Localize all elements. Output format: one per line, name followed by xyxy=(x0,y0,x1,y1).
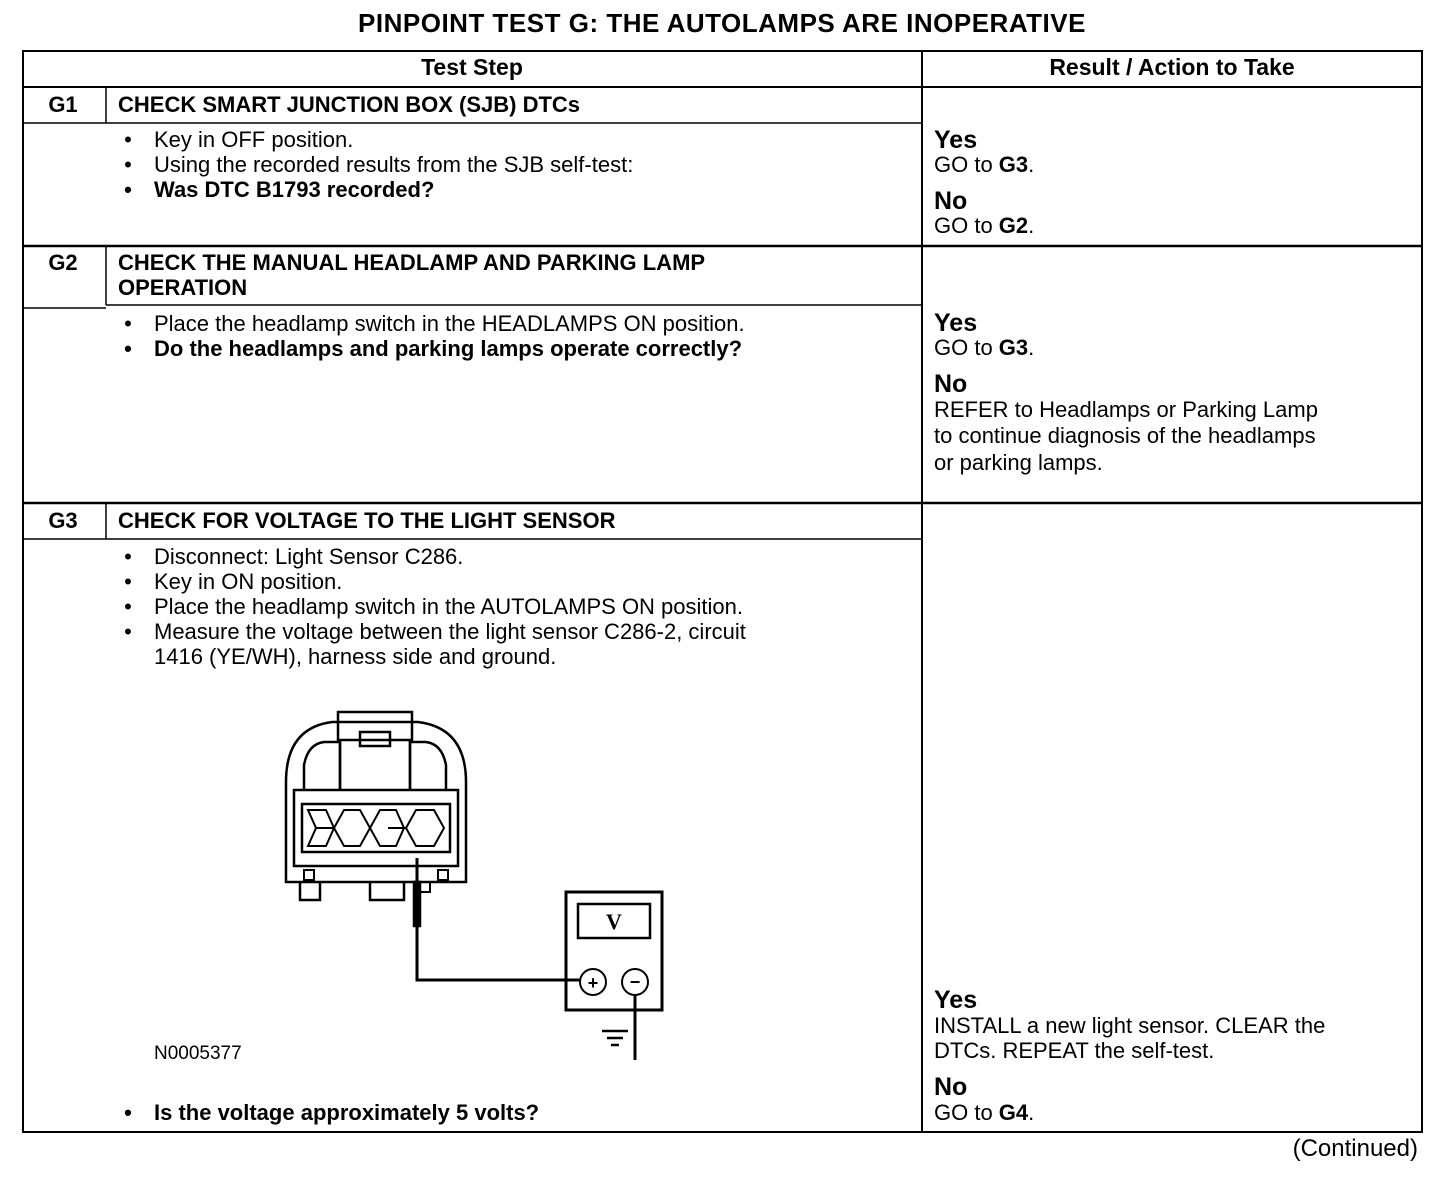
minus-sign: − xyxy=(629,972,641,992)
goto-link-g3: G3 xyxy=(998,152,1029,177)
step-bullets-g2 xyxy=(118,311,745,361)
goto-link-g2: G2 xyxy=(998,213,1029,238)
result-no-action-g2-line2: to continue diagnosis of the headlamps xyxy=(934,423,1316,448)
step-id-g1: G1 xyxy=(48,92,78,117)
result-no-label-g1: No xyxy=(934,187,968,215)
list-item: • Using the recorded results from the SJB self-test: xyxy=(124,152,634,177)
step-bullets-g1 xyxy=(118,127,633,202)
connector-foot-left xyxy=(300,882,320,900)
list-item: • Disconnect: Light Sensor C286. xyxy=(124,544,464,569)
step-heading-g3: CHECK FOR VOLTAGE TO THE LIGHT SENSOR xyxy=(118,508,616,533)
voltmeter-label: V xyxy=(606,909,622,934)
connector-latch xyxy=(338,712,412,740)
page-title: PINPOINT TEST G: THE AUTOLAMPS ARE INOPERATIVE xyxy=(358,8,1086,38)
list-item: • Do the headlamps and parking lamps operate correctly? xyxy=(124,336,743,361)
list-item: • Is the voltage approximately 5 volts? xyxy=(124,1100,540,1125)
column-header-test-step: Test Step xyxy=(421,54,523,80)
list-item-continuation: 1416 (YE/WH), harness side and ground. xyxy=(154,644,557,669)
result-yes-action-g2: GO to G3. xyxy=(934,335,1035,360)
result-yes-action-g3-line1: INSTALL a new light sensor. CLEAR the xyxy=(934,1013,1326,1038)
step-heading-g2-line1: CHECK THE MANUAL HEADLAMP AND PARKING LAMP xyxy=(118,250,706,275)
result-yes-action-g3-line2: DTCs. REPEAT the self-test. xyxy=(934,1038,1215,1063)
result-yes-label-g3: Yes xyxy=(934,986,978,1014)
continued-note: (Continued) xyxy=(1292,1135,1418,1162)
terminal-cavities xyxy=(308,810,444,846)
step-bullets-g3 xyxy=(118,544,746,669)
step-heading-g2-line2: OPERATION xyxy=(118,275,248,300)
result-no-action-g2-line1: REFER to Headlamps or Parking Lamp xyxy=(934,397,1318,422)
result-yes-action-g1: GO to G3. xyxy=(934,152,1035,177)
connector-key-right xyxy=(438,870,448,880)
pinpoint-test-table xyxy=(22,50,1424,1133)
result-no-action-g1: GO to G2. xyxy=(934,213,1035,238)
list-item: • Was DTC B1793 recorded? xyxy=(124,177,435,202)
result-yes-label-g2: Yes xyxy=(934,309,978,337)
connector-voltmeter-diagram xyxy=(284,710,684,1060)
list-item: • Key in ON position. xyxy=(124,569,343,594)
connector-key-left xyxy=(304,870,314,880)
result-no-label-g2: No xyxy=(934,370,968,398)
connector-right-shoulder xyxy=(410,742,446,790)
connector-left-shoulder xyxy=(304,742,340,790)
figure-code: N0005377 xyxy=(154,1043,242,1064)
goto-link-g3: G3 xyxy=(998,335,1029,360)
connector-foot-right xyxy=(370,882,404,900)
list-item: • Key in OFF position. xyxy=(124,127,354,152)
column-header-result: Result / Action to Take xyxy=(1049,54,1295,80)
step-id-g2: G2 xyxy=(48,250,78,275)
ground-symbol-icon xyxy=(592,1025,642,1055)
result-no-label-g3: No xyxy=(934,1073,968,1101)
probe-wire xyxy=(417,858,580,980)
result-no-action-g2-line3: or parking lamps. xyxy=(934,450,1103,475)
result-no-action-g3: GO to G4. xyxy=(934,1100,1035,1125)
list-item: • Place the headlamp switch in the AUTOLAMPS ON position. xyxy=(124,594,743,619)
goto-link-g4: G4 xyxy=(998,1100,1029,1125)
probe-tip xyxy=(414,882,420,926)
result-yes-label-g1: Yes xyxy=(934,126,978,154)
step-heading-g1: CHECK SMART JUNCTION BOX (SJB) DTCs xyxy=(118,92,581,117)
plus-sign: + xyxy=(587,973,599,993)
list-item: • Measure the voltage between the light sensor C286-2, circuit xyxy=(124,619,746,644)
step-question-g3 xyxy=(118,1100,539,1125)
step-id-g3: G3 xyxy=(48,508,78,533)
list-item: • Place the headlamp switch in the HEADLAMPS ON position. xyxy=(124,311,745,336)
